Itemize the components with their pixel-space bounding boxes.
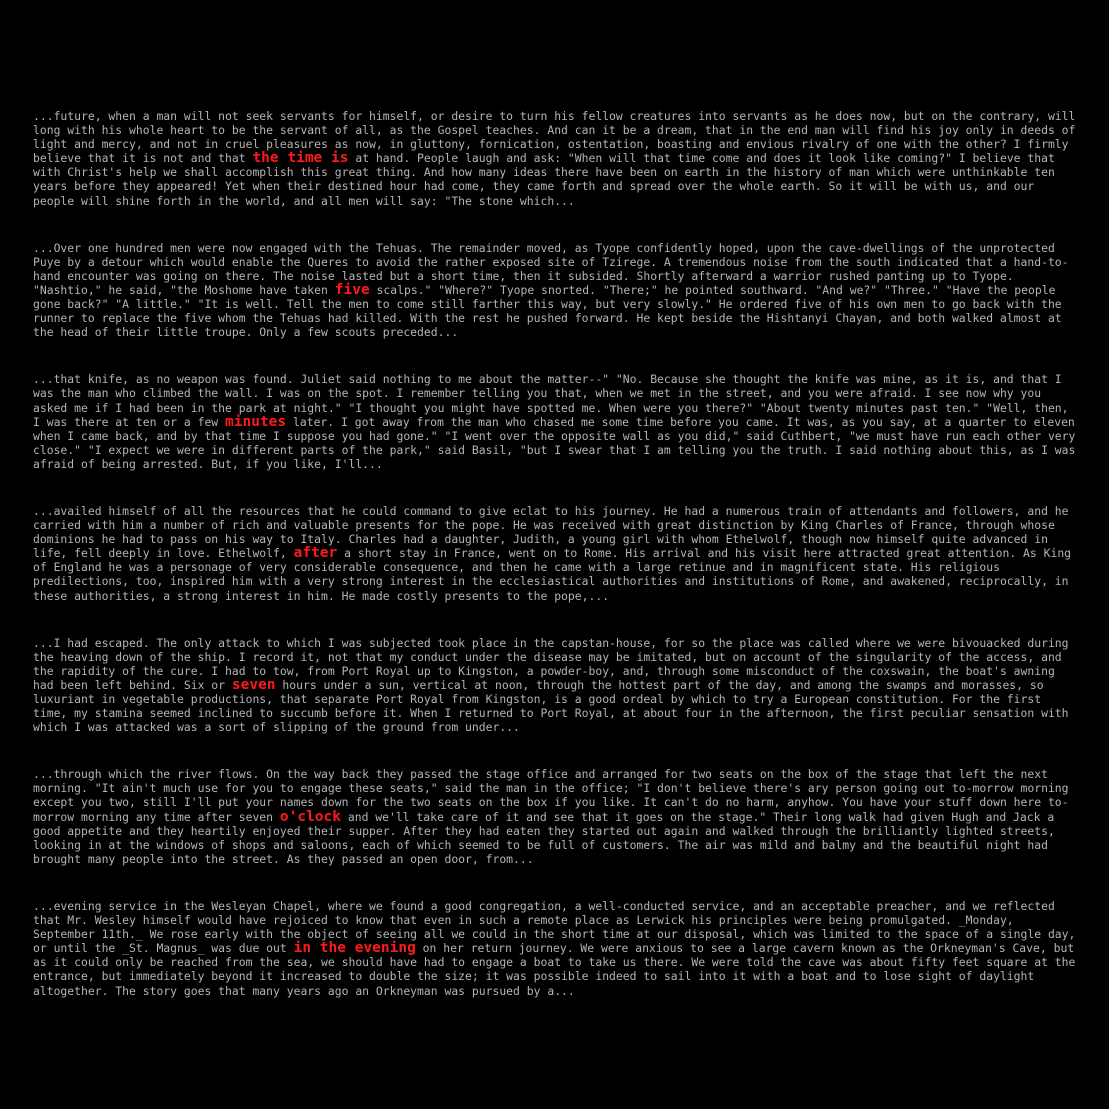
passage-text-after: on her return journey. We were anxious to see a large cavern known as the Orkneyman's Cave, but as it could only be reached from the sea, we should have had to engage a boat to take us there. We were told the cave was about fifty feet square at the entrance, but immediately beyond it increased to double the size; it was possible indeed to sail into it with a boat and to lose sight of daylight altogether. The story goes that many years ago an Orkneyman was pursued by a... — [33, 941, 1076, 998]
passage-text-before: ...future, when a man will not seek servants for himself, or desire to turn his fellow creatures into servants as he does now, but on the contrary, will long with his whole heart to be the servant of all, as the Gospel teaches. And can it be a dream, that in the end man will find his joy only in deeds of light and mercy, and not in cruel pleasures as now, in gluttony, fornication, ostentation, boasting and envious rivalry of one with the other? I firmly believe that it is not and that — [33, 109, 1076, 166]
passage-text-after: and we'll take care of it and see that it goes on the stage." Their long walk had given Hugh and Jack a good appetite and they heartily enjoyed their supper. After they had eaten they started out again and walked through the brilliantly lighted streets, looking in at the windows of shops and saloons, each of which seemed to be full of customers. The air was mild and balmy and the beautiful night had brought many people into the street. As they passed an open door, from... — [33, 809, 1055, 866]
passage-3 — [33, 372, 1078, 471]
passage-5 — [33, 636, 1078, 735]
passage-text-before: ...Over one hundred men were now engaged with the Tehuas. The remainder moved, as Tyope confidently hoped, upon the cave-dwellings of the unprotected Puye by a detour which would enable the Queres to avoid the rather exposed site of Tzirege. A tremendous noise from the south indicated that a hand-to-hand encounter was going on there. The noise lasted but a short time, then it subsided. Shortly afterward a warrior rushed panting up to Tyope. "Nashtio," he said, "the Moshome have taken — [33, 240, 1069, 297]
highlighted-phrase: minutes — [225, 413, 287, 430]
passage-text-before: ...I had escaped. The only attack to which I was subjected took place in the capstan-house, for so the place was called where we were bivouacked during the heaving down of the ship. I record it, not that my conduct under the disease may be imitated, but on account of the singularity of the access, and the rapidity of the cure. I had to tow, from Port Royal up to Kingston, a powder-boy, and, through some misconduct of the coxswain, the boat's awning had been left behind. Six or — [33, 635, 1069, 692]
highlighted-phrase: the time is — [252, 150, 349, 167]
passage-text-after: scalps." "Where?" Tyope snorted. "There;" he pointed southward. "And we?" "Three." "Have the people gone back?" "A little." "It is well. Tell the men to come still farther this way, but very slowly." He ordered five of his own men to go back with the runner to replace the five whom the Tehuas had killed. With the rest he pushed forward. He kept beside the Hishtanyi Chayan, and both walked almost at the head of their little troupe. Only a few scouts preceded... — [33, 282, 1062, 340]
passage-6 — [33, 767, 1078, 866]
passage-text-before: ...availed himself of all the resources that he could command to give eclat to his journey. He had a numerous train of attendants and followers, and he carried with him a number of rich and valuable presents for the pope. He was received with great distinction by King Charles of France, through whose dominions he had to pass on his way to Italy. Charles had a daughter, Judith, a young girl with whom Ethelwolf, though now himself quite advanced in life, fell deeply in love. Ethelwolf, — [33, 503, 1069, 561]
highlighted-phrase: o'clock — [279, 808, 341, 825]
highlighted-phrase: five — [334, 281, 370, 298]
highlighted-phrase: seven — [231, 676, 276, 693]
passage-text-after: hours under a sun, vertical at noon, through the hottest part of the day, and among the swamps and morasses, so luxuriant in vegetable productions, that separate Port Royal from Kingston, is a good ordeal by which to try a European constitution. For the first time, my stamina seemed inclined to succumb before it. When I returned to Port Royal, at about four in the afternoon, the first peculiar sensation with which I was attacked was a sort of slipping of the ground from under... — [33, 677, 1069, 735]
passage-2 — [33, 241, 1078, 340]
highlighted-phrase: in the evening — [293, 940, 416, 957]
passage-text-after: at hand. People laugh and ask: "When will that time come and does it look like coming?" I believe that with Christ's help we shall accomplish this great thing. And how many ideas there have been on earth in the history of man which were unthinkable ten years before they appeared! Yet when their destined hour had come, they came forth and spread over the whole earth. So it will be with us, and our people will shine forth in the world, and all men will say: "The stone which... — [33, 151, 1055, 208]
passage-text-after: a short stay in France, went on to Rome. His arrival and his visit here attracted great attention. As King of England he was a personage of very considerable consequence, and then he came with a large retinue and in magnificent state. His religious predilections, too, inspired him with a very strong interest in the ecclesiastical authorities and institutions of Rome, and awakened, reciprocally, in these authorities, a strong interest in him. He made costly presents to the pope,... — [33, 546, 1072, 603]
passage-4 — [33, 504, 1078, 603]
passage-text-before: ...evening service in the Wesleyan Chapel, where we found a good congregation, a well-conducted service, and an acceptable preacher, and we reflected that Mr. Wesley himself would have rejoiced to know that even in such a remote place as Lerwick his principles were being promulgated. _Monday, September 11th._ We rose early with the object of seeing all we could in the short time at our disposal, which was limited to the space of a single day, or until the _St. Magnus_ was due out — [33, 898, 1076, 956]
highlighted-phrase: after — [293, 545, 338, 562]
passage-1 — [33, 109, 1078, 208]
passage-text-after: later. I got away from the man who chased me some time before you came. It was, as you say, at a quarter to eleven when I came back, and by that time I suppose you had gone." "I went over the opposite wall as you did," said Cuthbert, "we must have run each other very close." "I expect we were in different parts of the park," said Basil, "but I swear that I am telling you the truth. I said nothing about this, as I was afraid of being arrested. But, if you like, I'll... — [33, 414, 1076, 471]
passage-list — [33, 109, 1078, 1031]
passage-7 — [33, 899, 1078, 998]
passage-text-before: ...that knife, as no weapon was found. Juliet said nothing to me about the matter--" "No. Because she thought the knife was mine, as it is, and that I was the man who climbed the wall. I was on the spot. I remember telling you that, when we met in the street, and you were afraid. I see now why you asked me if I had been in the park at night." "I thought you might have spotted me. When were you there?" "About twenty minutes past ten." "Well, then, I was there at ten or a few — [33, 372, 1069, 429]
passage-text-before: ...through which the river flows. On the way back they passed the stage office and arranged for two seats on the box of the stage that left the next morning. "It ain't much use for you to engage these seats," said the man in the office; "I don't believe there's ary person going out to-morrow morning except you two, still I'll put your names down for the two seats on the box if you like. It can't do no harm, anyhow. You have your stuff down here to-morrow morning any time after seven — [33, 767, 1069, 824]
